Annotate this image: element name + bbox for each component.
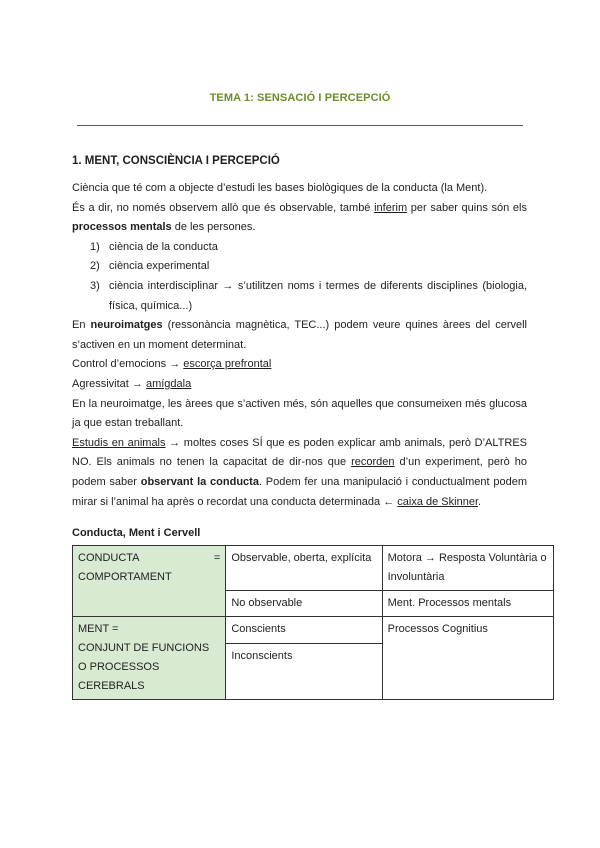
- list-text: ciència experimental: [109, 260, 210, 273]
- underlined-term: Estudis en animals: [72, 436, 166, 449]
- cell-text: =: [213, 552, 221, 564]
- text-run: . Podem fer una manipulació i conductualment podem mirar si l’animal ha après o recordat una conducta determinada ←: [72, 475, 527, 508]
- cell-text: CEREBRALS: [78, 680, 145, 692]
- paragraph-neuroimatges: [72, 316, 527, 355]
- list-item: [72, 257, 527, 277]
- cell-text: COMPORTAMENT: [78, 571, 172, 583]
- text-run: En: [72, 319, 91, 332]
- numbered-list: [72, 238, 527, 316]
- list-number: 3): [90, 279, 100, 292]
- table-cell-conscients: Conscients: [226, 617, 382, 644]
- text-run: per saber quins són els: [407, 201, 527, 214]
- list-number: 2): [90, 260, 100, 273]
- text-run: de les persones.: [171, 221, 256, 234]
- text-run: d’un experiment, però ho podem saber: [72, 456, 527, 488]
- list-text: ciència de la conducta: [109, 240, 218, 253]
- cell-text: CONDUCTA: [78, 552, 140, 564]
- table-row: [73, 617, 554, 644]
- cell-text: O PROCESSOS: [78, 661, 160, 673]
- underlined-term: caixa de Skinner: [397, 495, 478, 508]
- cell-text: CONJUNT DE FUNCIONS: [78, 642, 210, 654]
- section-heading: 1. MENT, CONSCIÈNCIA I PERCEPCIÓ: [72, 155, 280, 167]
- table-cell-motora: Motora → Resposta Voluntària o Involuntària: [382, 546, 553, 591]
- text-run: Control d’emocions →: [72, 358, 184, 371]
- underlined-term: escorça prefrontal: [183, 358, 272, 371]
- underlined-term: inferim: [374, 201, 408, 214]
- list-item: [72, 238, 527, 258]
- table-cell-inconscients: Inconscients: [226, 644, 382, 700]
- table-cell-ment-processos: Ment. Processos mentals: [382, 591, 553, 617]
- bold-term: observant la conducta: [140, 475, 259, 488]
- text-run: És a dir, no només observem allò que és observable, també: [72, 201, 375, 214]
- bold-term: neuroimatges: [90, 319, 163, 332]
- cell-text: MENT =: [78, 623, 119, 635]
- text-run: .: [478, 495, 482, 508]
- table-cell-ment: [73, 617, 226, 700]
- table-cell-no-observable: No observable: [226, 591, 382, 617]
- table-cell-observable: Observable, oberta, explícita: [226, 546, 382, 591]
- list-text: ciència interdisciplinar → s’utilitzen noms i termes de diferents disciplines (biologia, física, química...): [109, 279, 527, 312]
- bold-term: processos mentals: [72, 221, 172, 234]
- text-run: → moltes coses SÍ que es poden explicar amb animals, però D’ALTRES NO. Els animals no tenen la capacitat de dir-nos que: [72, 436, 528, 469]
- text-run: Agressivitat →: [72, 377, 146, 390]
- table-cell-conducta: [73, 546, 226, 617]
- text-run: (ressonància magnètica, TEC...) podem veure quines àrees del cervell s’activen en un moment determinat.: [72, 319, 527, 351]
- list-item: [72, 277, 527, 316]
- intro-paragraph: Ciència que té com a objecte d’estudi les bases biològiques de la conducta (la Ment).: [72, 182, 488, 194]
- table-cell-processos-cognitius: Processos Cognitius: [382, 617, 553, 700]
- conducta-line: [78, 549, 220, 568]
- underlined-term: amígdala: [145, 377, 192, 390]
- document-title: TEMA 1: SENSACIÓ I PERCEPCIÓ: [209, 92, 391, 104]
- subsection-heading: Conducta, Ment i Cervell: [72, 527, 201, 539]
- section-body: [72, 179, 527, 512]
- title-divider: [77, 125, 523, 126]
- paragraph-agressivitat: [72, 375, 527, 395]
- conducta-ment-table: [72, 545, 554, 700]
- table-row: [73, 546, 554, 591]
- underlined-term: recorden: [351, 456, 395, 469]
- paragraph-animals: [72, 434, 527, 512]
- paragraph-glucosa: En la neuroimatge, les àrees que s’activen més, són aquelles que consumeixen més glucosa ja que estan treballant.: [72, 397, 527, 430]
- list-number: 1): [90, 240, 100, 253]
- paragraph-processos: [72, 199, 527, 238]
- paragraph-emocions: [72, 355, 527, 375]
